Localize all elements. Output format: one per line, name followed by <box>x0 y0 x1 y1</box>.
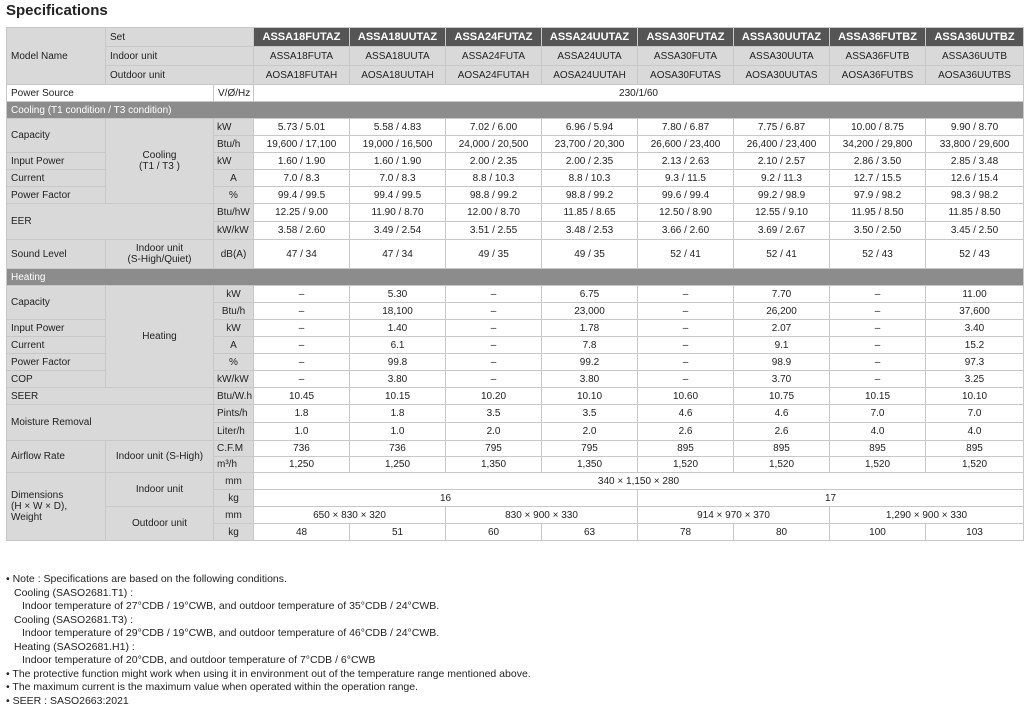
indoor-weight-value: 17 <box>638 490 1024 507</box>
value-cell: 2.85 / 3.48 <box>926 153 1024 170</box>
value-cell: 47 / 34 <box>350 240 446 269</box>
value-cell: – <box>638 320 734 337</box>
value-cell: 10.15 <box>830 388 926 405</box>
value-cell: 99.2 <box>542 354 638 371</box>
outdoor-model-cell: AOSA24UUTAH <box>542 66 638 85</box>
value-cell: 10.75 <box>734 388 830 405</box>
value-cell: 10.45 <box>254 388 350 405</box>
indoor-model-cell: ASSA30UUTA <box>734 47 830 66</box>
cooling-section-row <box>7 102 1024 119</box>
value-cell: 736 <box>350 441 446 457</box>
power-source-value: 230/1/60 <box>254 85 1024 102</box>
value-cell: 2.00 / 2.35 <box>446 153 542 170</box>
value-cell: – <box>446 371 542 388</box>
unit-cell: kW <box>214 119 254 136</box>
value-cell: 26,600 / 23,400 <box>638 136 734 153</box>
value-cell: 60 <box>446 524 542 541</box>
unit-cell: kg <box>214 490 254 507</box>
value-cell: 51 <box>350 524 446 541</box>
value-cell: 12.50 / 8.90 <box>638 204 734 222</box>
sound-level-label: Sound Level <box>7 240 106 269</box>
value-cell: 1,350 <box>446 457 542 473</box>
value-cell: 11.90 / 8.70 <box>350 204 446 222</box>
table-row <box>7 441 1024 457</box>
value-cell: 26,200 <box>734 303 830 320</box>
value-cell: 2.6 <box>638 423 734 441</box>
unit-cell: kW <box>214 286 254 303</box>
value-cell: 2.10 / 2.57 <box>734 153 830 170</box>
set-model-header: ASSA36UUTBZ <box>926 28 1024 47</box>
value-cell: 1.60 / 1.90 <box>254 153 350 170</box>
power-source-label: Power Source <box>7 85 214 102</box>
value-cell: 2.0 <box>542 423 638 441</box>
value-cell: 1.8 <box>254 405 350 423</box>
value-cell: 9.90 / 8.70 <box>926 119 1024 136</box>
value-cell: 895 <box>830 441 926 457</box>
value-cell: 99.2 / 98.9 <box>734 187 830 204</box>
table-row <box>7 507 1024 524</box>
value-cell: – <box>254 354 350 371</box>
outdoor-model-cell: AOSA18UUTAH <box>350 66 446 85</box>
indoor-model-cell: ASSA36UUTB <box>926 47 1024 66</box>
note-line: Cooling (SASO2681.T3) : <box>14 613 134 626</box>
value-cell: 9.3 / 11.5 <box>638 170 734 187</box>
unit-cell: dB(A) <box>214 240 254 269</box>
outdoor-dimensions-value: 650 × 830 × 320 <box>254 507 446 524</box>
value-cell: 34,200 / 29,800 <box>830 136 926 153</box>
value-cell: 19,000 / 16,500 <box>350 136 446 153</box>
unit-cell: C.F.M <box>214 441 254 457</box>
value-cell: – <box>830 286 926 303</box>
note-line: Indoor temperature of 20°CDB, and outdoor temperature of 7°CDB / 6°CWB <box>22 654 376 666</box>
set-model-header: ASSA30FUTAZ <box>638 28 734 47</box>
value-cell: 6.96 / 5.94 <box>542 119 638 136</box>
power-factor-label: Power Factor <box>7 187 106 204</box>
set-model-header: ASSA24UUTAZ <box>542 28 638 47</box>
unit-cell: Btu/hW <box>214 204 254 222</box>
indoor-model-cell: ASSA36FUTB <box>830 47 926 66</box>
value-cell: 3.49 / 2.54 <box>350 222 446 240</box>
value-cell: 7.0 / 8.3 <box>350 170 446 187</box>
set-model-header: ASSA18FUTAZ <box>254 28 350 47</box>
value-cell: 1,520 <box>638 457 734 473</box>
value-cell: 3.50 / 2.50 <box>830 222 926 240</box>
value-cell: 52 / 41 <box>638 240 734 269</box>
unit-cell: mm <box>214 507 254 524</box>
unit-cell: kW/kW <box>214 222 254 240</box>
value-cell: 1,520 <box>926 457 1024 473</box>
model-name-label: Model Name <box>7 28 106 85</box>
notes-section <box>6 573 531 708</box>
value-cell: 3.51 / 2.55 <box>446 222 542 240</box>
value-cell: 895 <box>734 441 830 457</box>
value-cell: 12.25 / 9.00 <box>254 204 350 222</box>
unit-cell: kW <box>214 320 254 337</box>
indoor-model-cell: ASSA18UUTA <box>350 47 446 66</box>
value-cell: 63 <box>542 524 638 541</box>
set-label: Set <box>106 28 254 47</box>
value-cell: 11.85 / 8.50 <box>926 204 1024 222</box>
unit-cell: V/Ø/Hz <box>214 85 254 102</box>
value-cell: 5.73 / 5.01 <box>254 119 350 136</box>
header-row-outdoor <box>7 66 1024 85</box>
outdoor-model-cell: AOSA36UUTBS <box>926 66 1024 85</box>
indoor-weight-value: 16 <box>254 490 638 507</box>
value-cell: – <box>446 303 542 320</box>
value-cell: – <box>638 337 734 354</box>
note-line: • Note : Specifications are based on the following conditions. <box>6 573 287 585</box>
value-cell: – <box>638 303 734 320</box>
note-line: • The maximum current is the maximum value when operated within the operation range. <box>6 681 419 693</box>
value-cell: 3.48 / 2.53 <box>542 222 638 240</box>
unit-cell: % <box>214 354 254 371</box>
table-row <box>7 405 1024 423</box>
page-title: Specifications <box>6 2 108 19</box>
specifications-table <box>6 27 1024 541</box>
value-cell: 12.55 / 9.10 <box>734 204 830 222</box>
unit-cell: A <box>214 170 254 187</box>
value-cell: 5.30 <box>350 286 446 303</box>
dims-indoor-label: Indoor unit <box>106 473 214 507</box>
value-cell: 1.78 <box>542 320 638 337</box>
value-cell: 11.85 / 8.65 <box>542 204 638 222</box>
value-cell: 7.70 <box>734 286 830 303</box>
unit-cell: Btu/W.h <box>214 388 254 405</box>
value-cell: 7.75 / 6.87 <box>734 119 830 136</box>
value-cell: 2.6 <box>734 423 830 441</box>
table-row <box>7 240 1024 269</box>
value-cell: 12.6 / 15.4 <box>926 170 1024 187</box>
value-cell: – <box>830 303 926 320</box>
value-cell: 18,100 <box>350 303 446 320</box>
value-cell: 6.1 <box>350 337 446 354</box>
value-cell: 1.60 / 1.90 <box>350 153 446 170</box>
value-cell: 11.95 / 8.50 <box>830 204 926 222</box>
value-cell: 1,250 <box>350 457 446 473</box>
value-cell: 10.10 <box>926 388 1024 405</box>
value-cell: 52 / 43 <box>926 240 1024 269</box>
value-cell: 98.8 / 99.2 <box>446 187 542 204</box>
cop-label: COP <box>7 371 106 388</box>
value-cell: 1.0 <box>350 423 446 441</box>
unit-cell: Btu/h <box>214 136 254 153</box>
value-cell: 3.80 <box>350 371 446 388</box>
capacity-label: Capacity <box>7 286 106 320</box>
value-cell: 1.0 <box>254 423 350 441</box>
value-cell: 10.20 <box>446 388 542 405</box>
value-cell: 99.4 / 99.5 <box>254 187 350 204</box>
value-cell: – <box>446 286 542 303</box>
indoor-model-cell: ASSA30FUTA <box>638 47 734 66</box>
value-cell: 2.0 <box>446 423 542 441</box>
outdoor-model-cell: AOSA30FUTAS <box>638 66 734 85</box>
value-cell: 97.3 <box>926 354 1024 371</box>
value-cell: 4.6 <box>638 405 734 423</box>
value-cell: 7.80 / 6.87 <box>638 119 734 136</box>
input-power-label: Input Power <box>7 153 106 170</box>
value-cell: 1,350 <box>542 457 638 473</box>
heating-group-label: Heating <box>106 286 214 388</box>
value-cell: 23,000 <box>542 303 638 320</box>
value-cell: 3.80 <box>542 371 638 388</box>
table-row <box>7 286 1024 303</box>
cooling-group-label: Cooling (T1 / T3 ) <box>106 119 214 204</box>
outdoor-unit-label: Outdoor unit <box>106 66 254 85</box>
outdoor-model-cell: AOSA36FUTBS <box>830 66 926 85</box>
unit-cell: % <box>214 187 254 204</box>
value-cell: 9.1 <box>734 337 830 354</box>
value-cell: 10.00 / 8.75 <box>830 119 926 136</box>
note-line: Indoor temperature of 29°CDB / 19°CWB, and outdoor temperature of 46°CDB / 24°CWB. <box>22 627 440 639</box>
airflow-rate-label: Airflow Rate <box>7 441 106 473</box>
value-cell: 3.5 <box>446 405 542 423</box>
value-cell: – <box>254 320 350 337</box>
value-cell: 2.13 / 2.63 <box>638 153 734 170</box>
unit-cell: Pints/h <box>214 405 254 423</box>
value-cell: 47 / 34 <box>254 240 350 269</box>
value-cell: 7.0 <box>830 405 926 423</box>
table-row <box>7 473 1024 490</box>
header-row-indoor <box>7 47 1024 66</box>
value-cell: – <box>638 354 734 371</box>
set-model-header: ASSA30UUTAZ <box>734 28 830 47</box>
value-cell: 8.8 / 10.3 <box>542 170 638 187</box>
value-cell: 10.60 <box>638 388 734 405</box>
value-cell: 1.40 <box>350 320 446 337</box>
value-cell: 1,520 <box>734 457 830 473</box>
value-cell: 24,000 / 20,500 <box>446 136 542 153</box>
current-label: Current <box>7 337 106 354</box>
value-cell: 736 <box>254 441 350 457</box>
value-cell: 2.86 / 3.50 <box>830 153 926 170</box>
value-cell: 4.0 <box>830 423 926 441</box>
moisture-removal-label: Moisture Removal <box>7 405 214 441</box>
value-cell: 80 <box>734 524 830 541</box>
unit-cell: Liter/h <box>214 423 254 441</box>
value-cell: 895 <box>926 441 1024 457</box>
value-cell: – <box>638 371 734 388</box>
outdoor-model-cell: AOSA18FUTAH <box>254 66 350 85</box>
value-cell: 98.8 / 99.2 <box>542 187 638 204</box>
value-cell: – <box>254 286 350 303</box>
value-cell: 1,250 <box>254 457 350 473</box>
note-line: Indoor temperature of 27°CDB / 19°CWB, and outdoor temperature of 35°CDB / 24°CWB. <box>22 600 440 612</box>
value-cell: 97.9 / 98.2 <box>830 187 926 204</box>
indoor-shigh-quiet-label: Indoor unit (S-High/Quiet) <box>106 240 214 269</box>
value-cell: 103 <box>926 524 1024 541</box>
value-cell: 49 / 35 <box>542 240 638 269</box>
value-cell: 4.6 <box>734 405 830 423</box>
value-cell: 99.4 / 99.5 <box>350 187 446 204</box>
note-line: • The protective function might work when using it in environment out of the temperature range mentioned above. <box>6 667 531 680</box>
value-cell: – <box>446 337 542 354</box>
value-cell: – <box>830 371 926 388</box>
value-cell: 3.5 <box>542 405 638 423</box>
dimensions-label: Dimensions (H × W × D), Weight <box>7 473 106 541</box>
value-cell: 7.8 <box>542 337 638 354</box>
value-cell: 6.75 <box>542 286 638 303</box>
value-cell: – <box>638 286 734 303</box>
value-cell: 3.58 / 2.60 <box>254 222 350 240</box>
value-cell: 7.02 / 6.00 <box>446 119 542 136</box>
value-cell: 7.0 / 8.3 <box>254 170 350 187</box>
unit-cell: kW <box>214 153 254 170</box>
unit-cell: m³/h <box>214 457 254 473</box>
indoor-unit-label: Indoor unit <box>106 47 254 66</box>
value-cell: 19,600 / 17,100 <box>254 136 350 153</box>
unit-cell: kg <box>214 524 254 541</box>
table-row <box>7 119 1024 136</box>
unit-cell: A <box>214 337 254 354</box>
value-cell: 26,400 / 23,400 <box>734 136 830 153</box>
value-cell: 12.7 / 15.5 <box>830 170 926 187</box>
outdoor-dimensions-value: 914 × 970 × 370 <box>638 507 830 524</box>
value-cell: – <box>446 320 542 337</box>
outdoor-model-cell: AOSA30UUTAS <box>734 66 830 85</box>
unit-cell: kW/kW <box>214 371 254 388</box>
value-cell: 3.70 <box>734 371 830 388</box>
capacity-label: Capacity <box>7 119 106 153</box>
value-cell: 10.15 <box>350 388 446 405</box>
value-cell: 895 <box>638 441 734 457</box>
value-cell: 8.8 / 10.3 <box>446 170 542 187</box>
value-cell: 3.66 / 2.60 <box>638 222 734 240</box>
value-cell: 4.0 <box>926 423 1024 441</box>
indoor-model-cell: ASSA24FUTA <box>446 47 542 66</box>
value-cell: – <box>254 303 350 320</box>
value-cell: 98.3 / 98.2 <box>926 187 1024 204</box>
value-cell: 1.8 <box>350 405 446 423</box>
indoor-model-cell: ASSA18FUTA <box>254 47 350 66</box>
heating-section-header: Heating <box>7 269 1024 286</box>
eer-label: EER <box>7 204 214 240</box>
value-cell: 2.00 / 2.35 <box>542 153 638 170</box>
set-model-header: ASSA36FUTBZ <box>830 28 926 47</box>
table-row <box>7 204 1024 222</box>
value-cell: 12.00 / 8.70 <box>446 204 542 222</box>
unit-cell: mm <box>214 473 254 490</box>
value-cell: 10.10 <box>542 388 638 405</box>
value-cell: 33,800 / 29,600 <box>926 136 1024 153</box>
value-cell: 11.00 <box>926 286 1024 303</box>
value-cell: 3.40 <box>926 320 1024 337</box>
value-cell: 52 / 43 <box>830 240 926 269</box>
value-cell: 15.2 <box>926 337 1024 354</box>
value-cell: 7.0 <box>926 405 1024 423</box>
value-cell: 100 <box>830 524 926 541</box>
cooling-section-header: Cooling (T1 condition / T3 condition) <box>7 102 1024 119</box>
value-cell: – <box>446 354 542 371</box>
indoor-model-cell: ASSA24UUTA <box>542 47 638 66</box>
seer-label: SEER <box>7 388 214 405</box>
value-cell: 795 <box>542 441 638 457</box>
value-cell: 1,520 <box>830 457 926 473</box>
outdoor-dimensions-value: 1,290 × 900 × 330 <box>830 507 1024 524</box>
value-cell: – <box>254 337 350 354</box>
value-cell: 3.69 / 2.67 <box>734 222 830 240</box>
set-model-header: ASSA24FUTAZ <box>446 28 542 47</box>
header-row-set <box>7 28 1024 47</box>
indoor-shigh-label: Indoor unit (S-High) <box>106 441 214 473</box>
value-cell: 99.6 / 99.4 <box>638 187 734 204</box>
outdoor-model-cell: AOSA24FUTAH <box>446 66 542 85</box>
value-cell: 23,700 / 20,300 <box>542 136 638 153</box>
note-line: • SEER : SASO2663:2021 <box>6 694 129 707</box>
table-row <box>7 388 1024 405</box>
value-cell: 795 <box>446 441 542 457</box>
value-cell: 3.25 <box>926 371 1024 388</box>
value-cell: 3.45 / 2.50 <box>926 222 1024 240</box>
value-cell: 52 / 41 <box>734 240 830 269</box>
value-cell: 2.07 <box>734 320 830 337</box>
value-cell: 99.8 <box>350 354 446 371</box>
unit-cell: Btu/h <box>214 303 254 320</box>
input-power-label: Input Power <box>7 320 106 337</box>
value-cell: 49 / 35 <box>446 240 542 269</box>
value-cell: 48 <box>254 524 350 541</box>
note-line: Cooling (SASO2681.T1) : <box>14 586 134 599</box>
indoor-dimensions-value: 340 × 1,150 × 280 <box>254 473 1024 490</box>
outdoor-dimensions-value: 830 × 900 × 330 <box>446 507 638 524</box>
set-model-header: ASSA18UUTAZ <box>350 28 446 47</box>
value-cell: – <box>830 354 926 371</box>
value-cell: 5.58 / 4.83 <box>350 119 446 136</box>
value-cell: 37,600 <box>926 303 1024 320</box>
dims-outdoor-label: Outdoor unit <box>106 507 214 541</box>
note-line: Heating (SASO2681.H1) : <box>14 640 135 653</box>
value-cell: 9.2 / 11.3 <box>734 170 830 187</box>
value-cell: – <box>830 337 926 354</box>
heating-section-row <box>7 269 1024 286</box>
value-cell: 98.9 <box>734 354 830 371</box>
power-factor-label: Power Factor <box>7 354 106 371</box>
value-cell: 78 <box>638 524 734 541</box>
value-cell: – <box>254 371 350 388</box>
power-source-row <box>7 85 1024 102</box>
value-cell: – <box>830 320 926 337</box>
current-label: Current <box>7 170 106 187</box>
